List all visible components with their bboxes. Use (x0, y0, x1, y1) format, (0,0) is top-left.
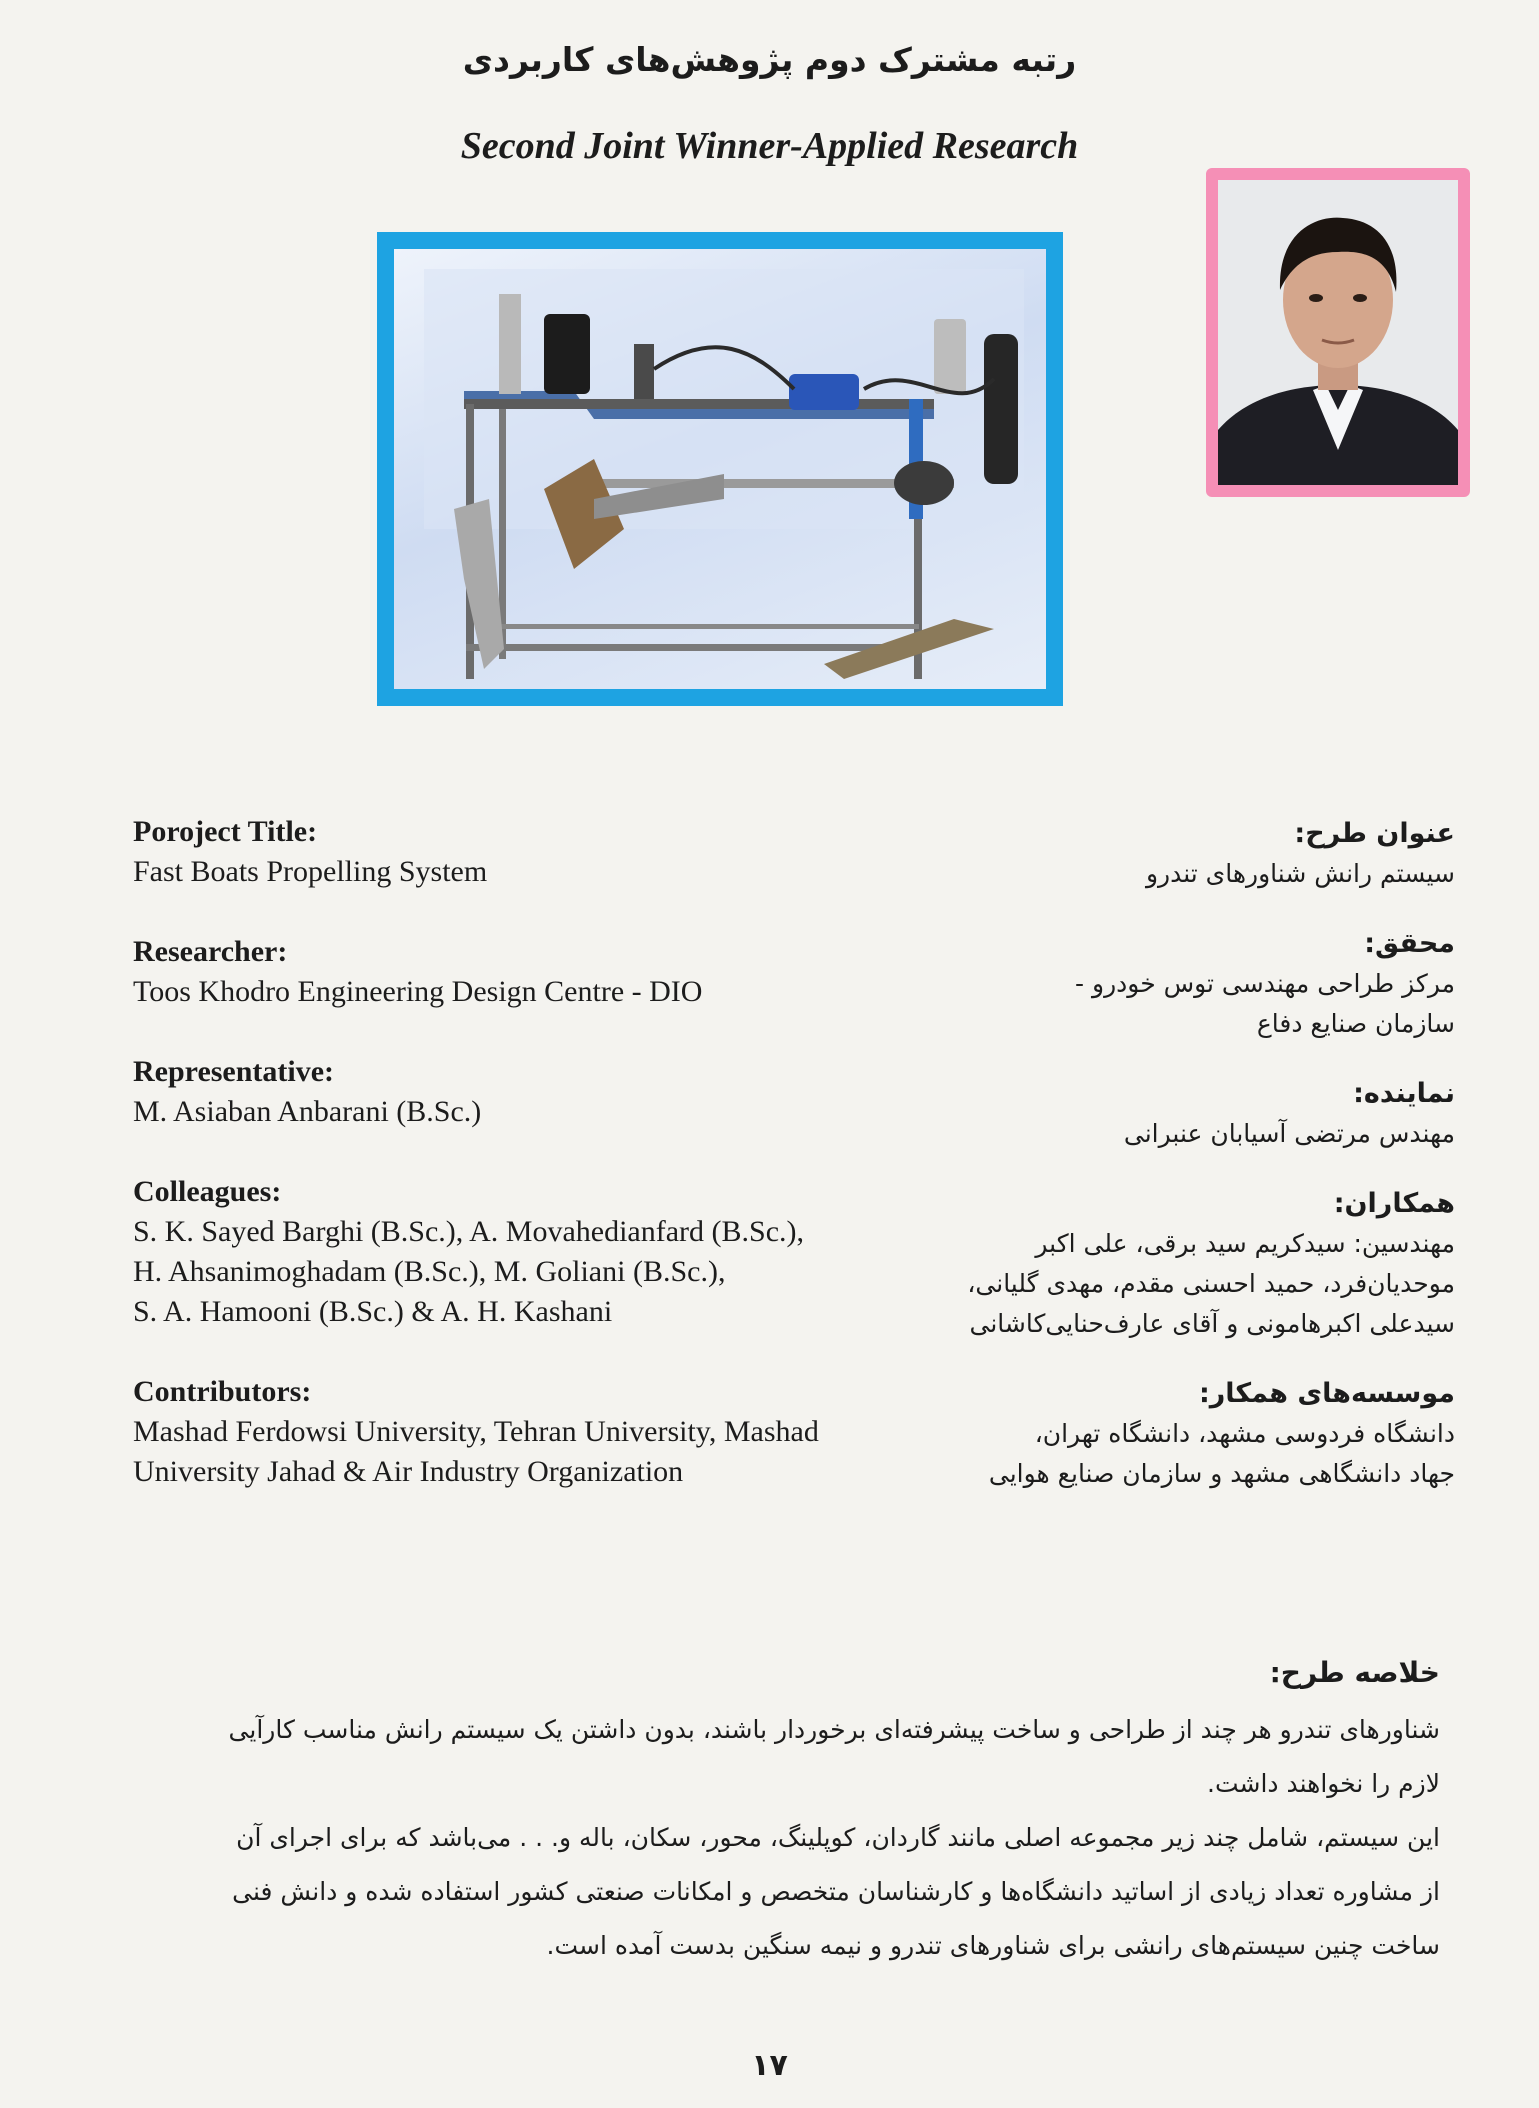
colleagues-line-fa: سیدعلی اکبرهامونی و آقای عارف‌حنایی‌کاشانی (969, 1309, 1455, 1338)
representative-block-en (133, 1052, 913, 1132)
institutions-line-fa: دانشگاه فردوسی مشهد، دانشگاه تهران، (1034, 1419, 1455, 1448)
researcher-line-fa: سازمان صنایع دفاع (1256, 1009, 1455, 1038)
researcher-label-en: Researcher: (133, 935, 288, 968)
representative-fa: مهندس مرتضی آسیابان عنبرانی (1123, 1119, 1455, 1148)
colleagues-block-en (133, 1172, 913, 1332)
page-title-persian: رتبه مشترک دوم پژوهش‌های کاربردی (462, 40, 1077, 79)
project-title-fa: سیستم رانش شناورهای تندرو (1145, 859, 1455, 888)
propulsion-rig-illustration (394, 249, 1046, 689)
colleagues-block-fa (895, 1184, 1455, 1344)
representative-label-en: Representative: (133, 1055, 335, 1088)
contributors-line-en: University Jahad & Air Industry Organization (133, 1455, 684, 1488)
colleagues-label-en: Colleagues: (133, 1175, 282, 1208)
page-title-english: Second Joint Winner-Applied Research (460, 125, 1079, 167)
english-details (133, 812, 913, 892)
researcher-block-en (133, 932, 913, 1012)
abstract-line: شناورهای تندرو هر چند از طراحی و ساخت پیشرفته‌ای برخوردار باشند، بدون داشتن یک سیستم رانش مناسب کارآیی (228, 1715, 1440, 1744)
abstract-heading: خلاصه طرح: (1269, 1656, 1440, 1689)
project-title-en: Fast Boats Propelling System (133, 855, 488, 888)
page-number: ۱۷ (751, 2048, 788, 2083)
institutions-label-fa: موسسه‌های همکار: (1198, 1378, 1455, 1409)
portrait-illustration (1218, 180, 1458, 485)
machine-photo (377, 232, 1063, 706)
colleagues-line-fa: مهندسین: سیدکریم سید برقی، علی اکبر (1035, 1229, 1455, 1258)
project-title-label-en: Poroject Title: (133, 815, 318, 848)
abstract-line: این سیستم، شامل چند زیر مجموعه اصلی مانند گاردان، کوپلینگ، محور، سکان، باله و. . . می‌باشد که برای اجرای آن (236, 1823, 1440, 1852)
researcher-label-fa: محقق: (1364, 928, 1455, 959)
colleagues-label-fa: همکاران: (1333, 1188, 1455, 1219)
institutions-block-fa (895, 1374, 1455, 1494)
researcher-en: Toos Khodro Engineering Design Centre - DIO (133, 975, 703, 1008)
colleagues-line-en: H. Ahsanimoghadam (B.Sc.), M. Goliani (B.Sc.), (133, 1255, 726, 1288)
representative-label-fa: نماینده: (1353, 1078, 1455, 1109)
project-title-block-fa (895, 814, 1455, 894)
institutions-line-fa: جهاد دانشگاهی مشهد و سازمان صنایع هوایی (988, 1459, 1455, 1488)
abstract-line: لازم را نخواهند داشت. (1207, 1769, 1440, 1798)
colleagues-line-en: S. K. Sayed Barghi (B.Sc.), A. Movahedianfard (B.Sc.), (133, 1215, 805, 1248)
representative-block-fa (895, 1074, 1455, 1154)
abstract-line: از مشاوره تعداد زیادی از اساتید دانشگاه‌ها و کارشناسان متخصص و امکانات صنعتی کشور استفاده شده و دانش فنی (232, 1877, 1440, 1906)
researcher-portrait (1206, 168, 1470, 497)
abstract-section (126, 1656, 1440, 1973)
researcher-block-fa (895, 924, 1455, 1044)
abstract-line: ساخت چنین سیستم‌های رانشی برای شناورهای تندرو و نیمه سنگین بدست آمده است. (546, 1931, 1440, 1960)
contributors-block-en (133, 1372, 913, 1492)
representative-en: M. Asiaban Anbarani (B.Sc.) (133, 1095, 482, 1128)
colleagues-line-fa: موحدیان‌فرد، حمید احسنی مقدم، مهدی گلیانی، (967, 1269, 1455, 1298)
contributors-label-en: Contributors: (133, 1375, 312, 1408)
colleagues-line-en: S. A. Hamooni (B.Sc.) & A. H. Kashani (133, 1295, 613, 1328)
project-title-label-fa: عنوان طرح: (1294, 818, 1455, 849)
contributors-line-en: Mashad Ferdowsi University, Tehran University, Mashad (133, 1415, 819, 1448)
researcher-line-fa: مرکز طراحی مهندسی توس خودرو - (1075, 969, 1455, 998)
